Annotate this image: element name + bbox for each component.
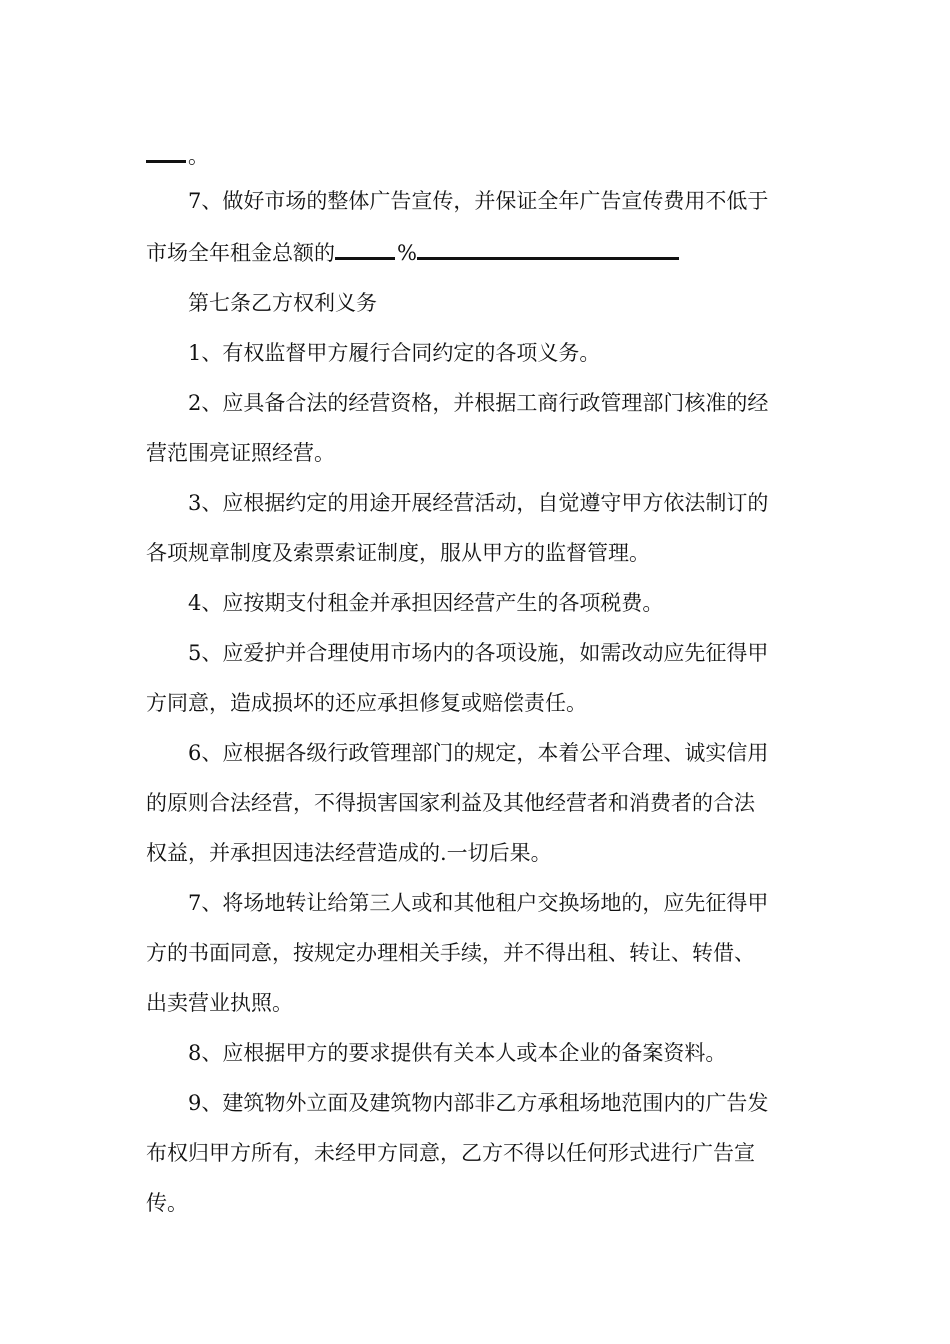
text-line: 的原则合法经营，不得损害国家利益及其他经营者和消费者的合法 xyxy=(146,791,755,815)
text-line: 方的书面同意，按规定办理相关手续，并不得出租、转让、转借、 xyxy=(146,941,755,965)
text-line: 传。 xyxy=(146,1191,188,1215)
text-line: 6、应根据各级行政管理部门的规定，本着公平合理、诚实信用 xyxy=(188,741,769,765)
text-line: 。 xyxy=(146,143,209,169)
text-line: 3、应根据约定的用途开展经营活动，自觉遵守甲方依法制订的 xyxy=(188,491,769,515)
text-line: 各项规章制度及索票索证制度，服从甲方的监督管理。 xyxy=(146,541,650,565)
text-line: 2、应具备合法的经营资格，并根据工商行政管理部门核准的经 xyxy=(188,391,769,415)
article-heading: 第七条乙方权利义务 xyxy=(188,291,377,315)
text-line: 8、应根据甲方的要求提供有关本人或本企业的备案资料。 xyxy=(188,1041,727,1065)
text-line: 权益，并承担因违法经营造成的.一切后果。 xyxy=(146,841,552,865)
text-line: 市场全年租金总额的 % xyxy=(146,240,681,266)
fill-blank xyxy=(146,146,186,163)
fill-blank xyxy=(417,243,679,260)
paragraph-clause-7-line: 7、做好市场的整体广告宣传，并保证全年广告宣传费用不低于 xyxy=(188,189,769,213)
text-line: 4、应按期支付租金并承担因经营产生的各项税费。 xyxy=(188,591,664,615)
text-line: 1、有权监督甲方履行合同约定的各项义务。 xyxy=(188,341,601,365)
percent-blank xyxy=(335,243,395,260)
text-line: 9、建筑物外立面及建筑物内部非乙方承租场地范围内的广告发 xyxy=(188,1091,769,1115)
text-line: 方同意，造成损坏的还应承担修复或赔偿责任。 xyxy=(146,691,587,715)
text-line: 出卖营业执照。 xyxy=(146,991,293,1015)
text-line: 营范围亮证照经营。 xyxy=(146,441,335,465)
text-line: 布权归甲方所有，未经甲方同意，乙方不得以任何形式进行广告宣 xyxy=(146,1141,755,1165)
text-line: 7、将场地转让给第三人或和其他租户交换场地的，应先征得甲 xyxy=(188,891,769,915)
text-line: 5、应爱护并合理使用市场内的各项设施，如需改动应先征得甲 xyxy=(188,641,769,665)
